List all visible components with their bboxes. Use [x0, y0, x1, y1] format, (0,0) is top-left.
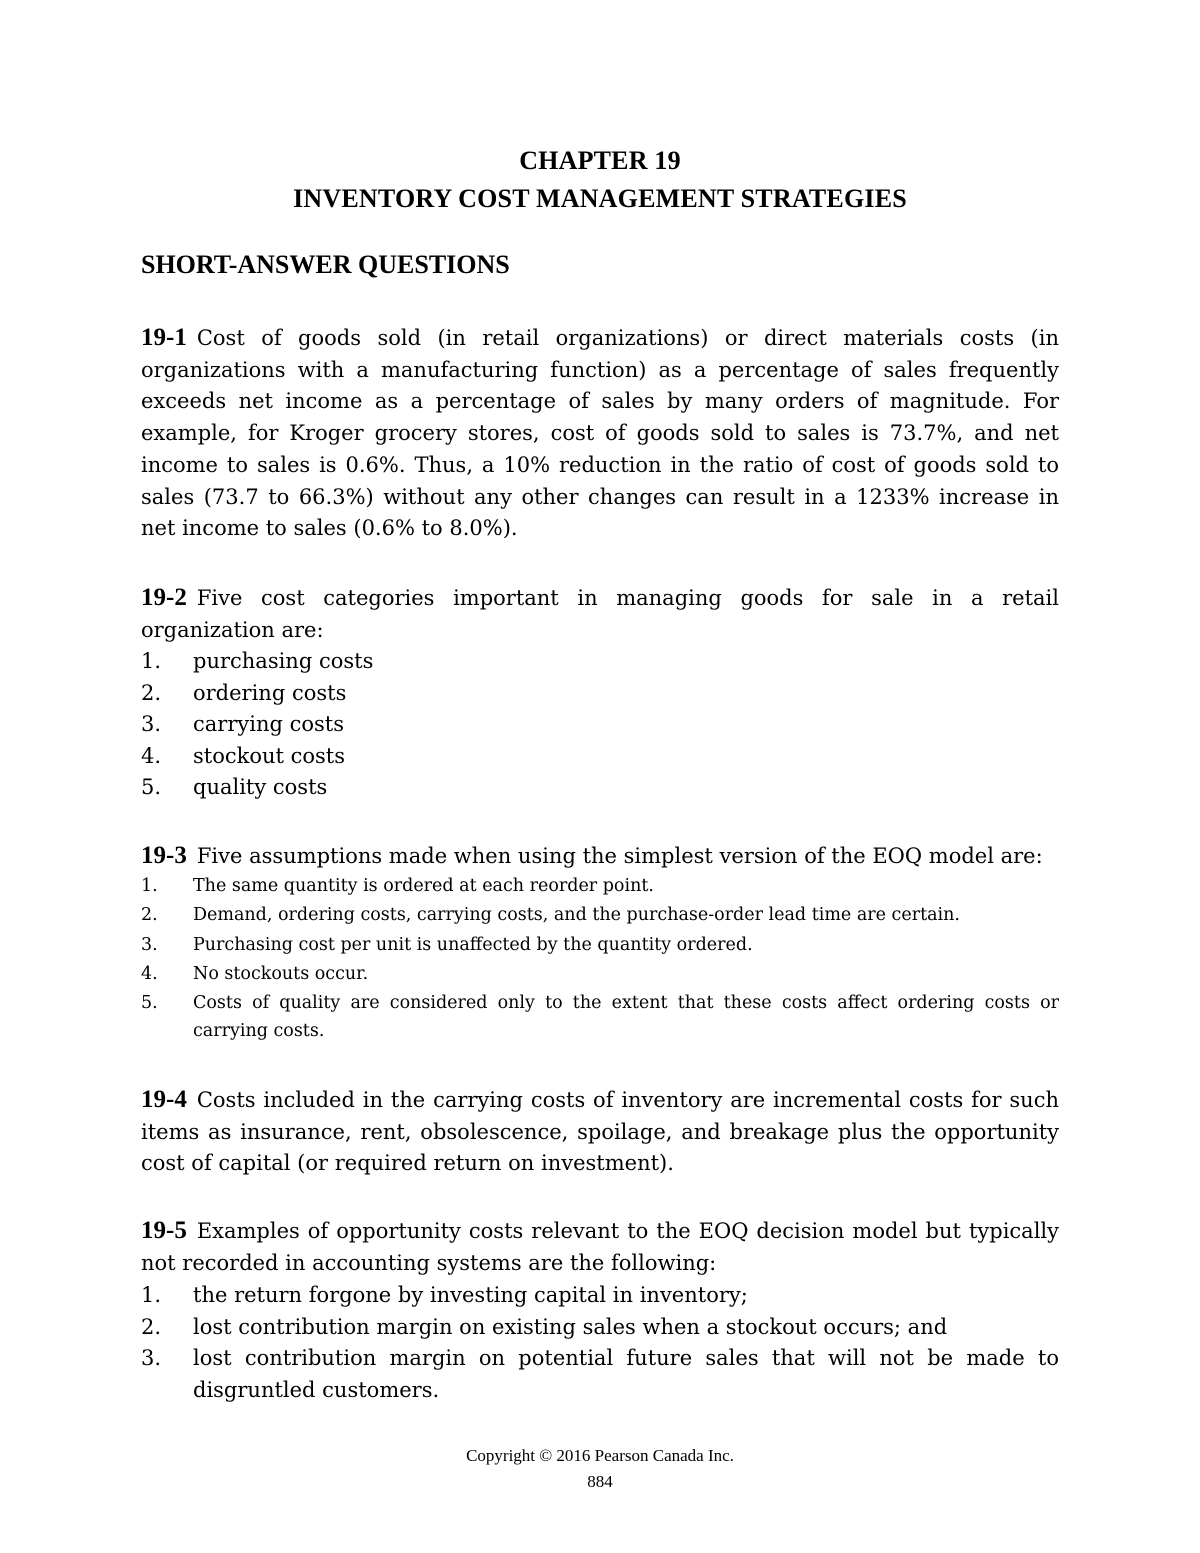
- chapter-title: INVENTORY COST MANAGEMENT STRATEGIES: [293, 184, 907, 213]
- question-text: Five cost categories important in managing goods for sale in a retail organization are:: [141, 586, 1059, 642]
- question-19-3: [141, 840, 1059, 873]
- list-item: 1. The same quantity is ordered at each reorder point.: [141, 876, 654, 896]
- question-number: 19-2: [141, 584, 187, 611]
- list-item: 3. carrying costs: [141, 712, 344, 737]
- list-item: 5. Costs of quality are considered only to the extent that these costs affect ordering costs or carrying costs.: [141, 993, 1059, 1042]
- question-number: 19-1: [141, 324, 187, 351]
- list-item: 1. purchasing costs: [141, 649, 374, 673]
- question-number: 19-4: [141, 1086, 187, 1113]
- question-number: 19-5: [141, 1217, 187, 1244]
- opportunity-costs-list: [141, 1280, 1059, 1406]
- question-19-4: [141, 1084, 1059, 1180]
- page-number: 884: [587, 1472, 613, 1491]
- chapter-label: CHAPTER 19: [519, 146, 681, 175]
- section-title: SHORT-ANSWER QUESTIONS: [141, 250, 510, 279]
- list-item: 1. the return forgone by investing capital in inventory;: [141, 1283, 748, 1307]
- list-item: 4. stockout costs: [141, 743, 346, 768]
- question-text: Costs included in the carrying costs of inventory are incremental costs for such items as insurance, rent, obsolescence, spoilage, and breakage plus the opportunity cost of capital (or required return on investment).: [141, 1088, 1059, 1176]
- eoq-assumptions-list: [141, 872, 1059, 1045]
- cost-categories-list: [141, 646, 1059, 804]
- question-19-2: [141, 582, 1059, 646]
- question-number: 19-3: [141, 842, 187, 869]
- list-item: 2. ordering costs: [141, 680, 347, 705]
- question-19-1: [141, 322, 1059, 545]
- question-text: Five assumptions made when using the simplest version of the EOQ model are:: [196, 844, 1043, 868]
- list-item: 3. Purchasing cost per unit is unaffected by the quantity ordered.: [141, 934, 753, 955]
- question-text: Cost of goods sold (in retail organizations) or direct materials costs (in organizations with a manufacturing function) as a percentage of sales frequently exceeds net income as a percentage of sales by many orders of magnitude. For example, for Kroger grocery stores, cost of goods sold to sales is 73.7%, and net income to sales is 0.6%. Thus, a 10% reduction in the ratio of cost of goods sold to sales (73.7 to 66.3%) without any other changes can result in a 1233% increase in net income to sales (0.6% to 8.0%).: [141, 326, 1059, 541]
- copyright-notice: Copyright © 2016 Pearson Canada Inc.: [466, 1446, 734, 1465]
- list-item: 5. quality costs: [141, 775, 328, 800]
- list-item: 4. No stockouts occur.: [141, 963, 369, 984]
- list-item: 3. lost contribution margin on potential future sales that will not be made to disgruntled customers.: [141, 1346, 1059, 1402]
- list-item: 2. lost contribution margin on existing sales when a stockout occurs; and: [141, 1314, 948, 1339]
- question-19-5: [141, 1215, 1059, 1279]
- question-text: Examples of opportunity costs relevant to the EOQ decision model but typically not recorded in accounting systems are the following:: [141, 1219, 1059, 1275]
- list-item: 2. Demand, ordering costs, carrying costs, and the purchase-order lead time are certain.: [141, 905, 960, 926]
